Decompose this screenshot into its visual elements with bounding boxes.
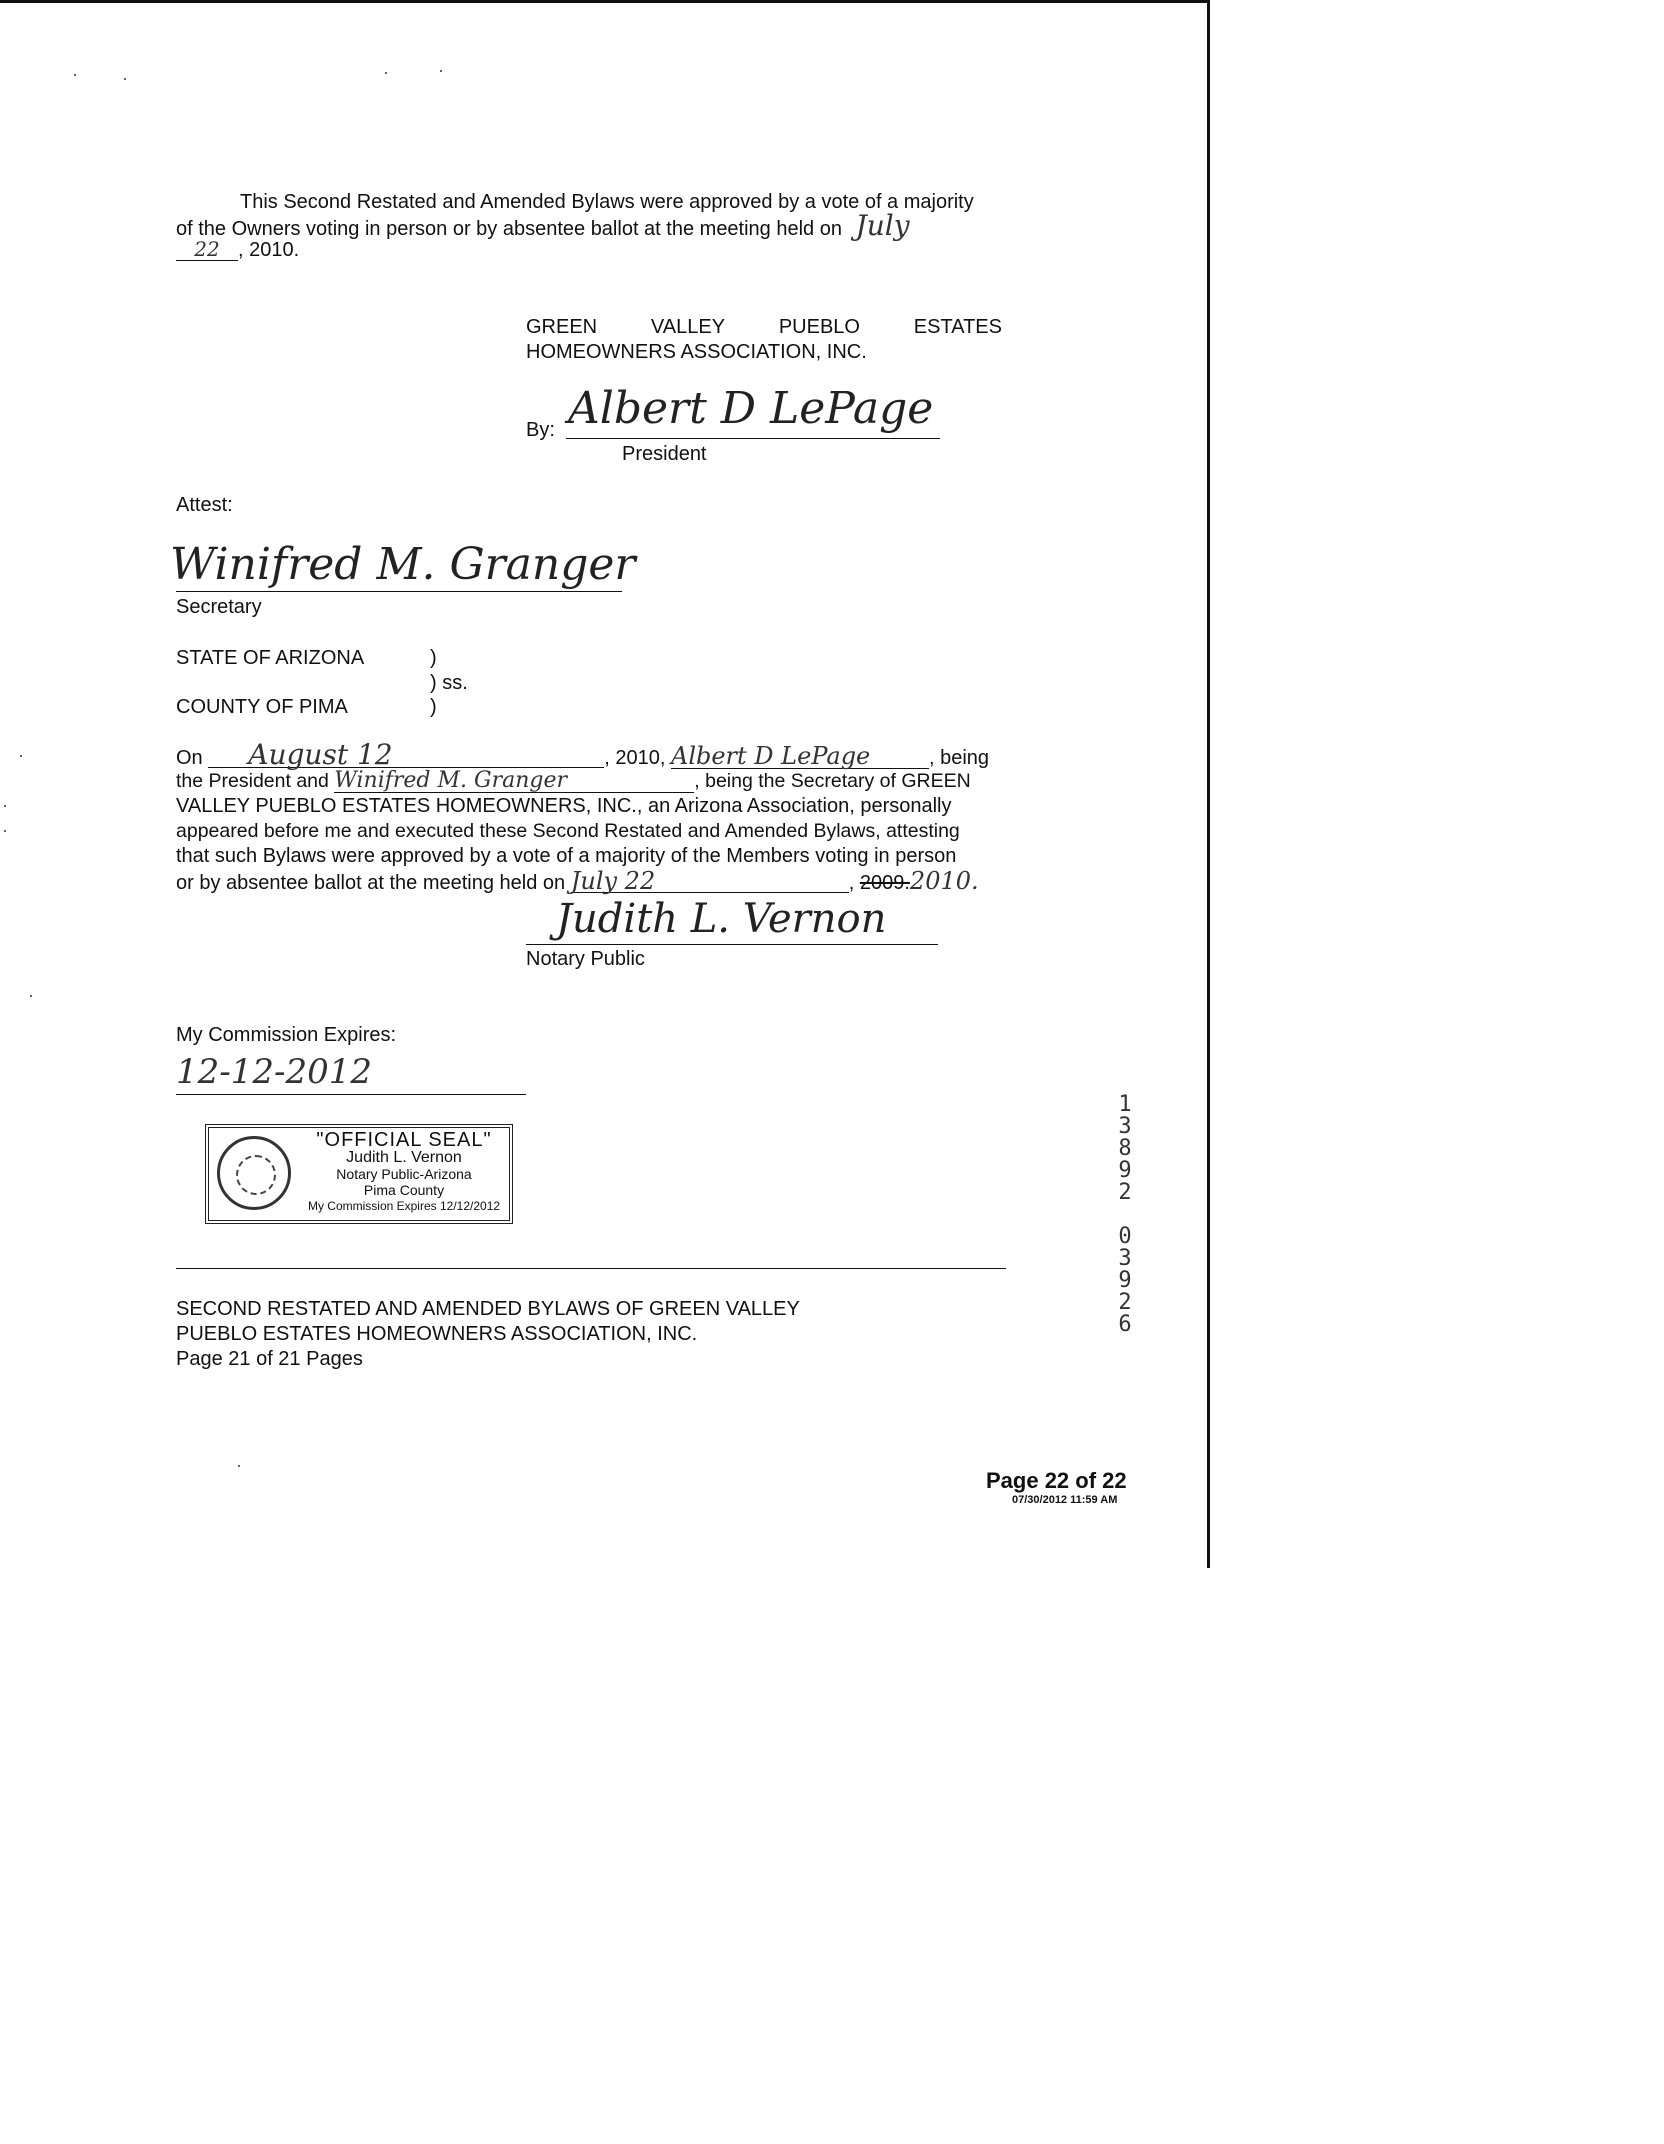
scan-speck xyxy=(4,805,6,807)
recording-digit: 6 xyxy=(1118,1312,1132,1337)
recording-vertical-id xyxy=(1112,1094,1138,1336)
state-line: STATE OF ARIZONA xyxy=(176,647,365,669)
secretary-signature-line xyxy=(176,591,622,592)
scan-speck xyxy=(124,78,126,80)
approval-day-handwritten: 22 xyxy=(176,238,238,261)
commission-date-handwritten: 12-12-2012 xyxy=(176,1052,373,1092)
ack-secretary-handwritten: Winifred M. Granger xyxy=(334,770,694,793)
state-seal-icon xyxy=(217,1136,291,1210)
venue-paren: ) xyxy=(430,647,437,669)
footer-line-2: PUEBLO ESTATES HOMEOWNERS ASSOCIATION, INC. xyxy=(176,1323,698,1345)
president-title: President xyxy=(622,443,707,465)
scan-speck xyxy=(4,830,6,832)
recording-digit: 3 xyxy=(1118,1246,1132,1271)
scan-border-right xyxy=(1207,0,1210,1568)
association-name-line-1 xyxy=(526,314,1002,340)
secretary-title: Secretary xyxy=(176,596,262,618)
association-word: ESTATES xyxy=(913,316,1002,338)
ack-year-handwritten: 2010. xyxy=(909,867,979,895)
association-name-line-2: HOMEOWNERS ASSOCIATION, INC. xyxy=(526,341,867,363)
ack-year: , 2010, xyxy=(604,747,666,769)
notary-signature: Judith L. Vernon xyxy=(556,896,887,942)
recording-digit: 9 xyxy=(1118,1158,1132,1183)
recording-digit: 1 xyxy=(1118,1092,1132,1117)
recording-digit: 2 xyxy=(1118,1180,1132,1205)
association-word: PUEBLO xyxy=(778,316,860,338)
approval-month-handwritten: July xyxy=(855,209,910,242)
county-line: COUNTY OF PIMA xyxy=(176,696,348,718)
commission-label: My Commission Expires: xyxy=(176,1024,397,1046)
scan-border-top xyxy=(0,0,1210,3)
recording-digit xyxy=(1112,1204,1138,1226)
ack-line-3: VALLEY PUEBLO ESTATES HOMEOWNERS, INC., an Arizona Association, personally xyxy=(176,795,952,817)
seal-county: Pima County xyxy=(363,1182,445,1198)
recording-digit: 0 xyxy=(1118,1224,1132,1249)
commission-date-line xyxy=(176,1094,526,1095)
ack-line-5: that such Bylaws were approved by a vote of a majority of the Members voting in person xyxy=(176,845,957,867)
recording-digit: 3 xyxy=(1118,1114,1132,1139)
scan-speck xyxy=(238,1465,240,1467)
approval-year: , 2010. xyxy=(238,239,300,261)
recording-digit: 2 xyxy=(1118,1290,1132,1315)
recording-digit: 8 xyxy=(1118,1136,1132,1161)
association-word: VALLEY xyxy=(650,316,726,338)
notary-signature-line xyxy=(526,944,938,945)
ack-line-2 xyxy=(176,768,971,794)
seal-title: "OFFICIAL SEAL" xyxy=(316,1129,492,1151)
approval-line-1: This Second Restated and Amended Bylaws were approved by a vote of a majority xyxy=(240,191,974,213)
secretary-signature: Winifred M. Granger xyxy=(170,539,636,590)
ack-being: , being xyxy=(928,747,990,769)
ack-meeting-date-handwritten: July 22 xyxy=(571,870,849,893)
official-seal-text xyxy=(299,1130,509,1214)
recording-page-label: Page 22 of 22 xyxy=(986,1468,1127,1493)
seal-office: Notary Public-Arizona xyxy=(336,1166,472,1182)
ack-line-6-text: or by absentee ballot at the meeting held on xyxy=(176,872,566,894)
ack-line-4: appeared before me and executed these Second Restated and Amended Bylaws, attesting xyxy=(176,820,960,842)
official-seal-stamp xyxy=(205,1124,513,1224)
ack-president-handwritten: Albert D LePage xyxy=(671,744,929,769)
scan-speck xyxy=(74,74,76,76)
by-label: By: xyxy=(526,419,555,441)
ack-president-prefix: the President and xyxy=(176,770,329,792)
seal-expires: My Commission Expires 12/12/2012 xyxy=(307,1199,501,1213)
seal-name: Judith L. Vernon xyxy=(346,1149,462,1166)
notary-title: Notary Public xyxy=(526,948,645,970)
ack-year-struck: 2009. xyxy=(859,872,910,894)
venue-ss: ) ss. xyxy=(430,672,468,694)
footer-divider xyxy=(176,1268,1006,1269)
scan-speck xyxy=(20,755,22,757)
approval-line-3 xyxy=(176,237,299,263)
association-word: GREEN xyxy=(526,316,598,338)
ack-secretary-suffix: , being the Secretary of GREEN xyxy=(694,770,971,792)
scan-speck xyxy=(385,72,387,74)
recording-timestamp: 07/30/2012 11:59 AM xyxy=(1012,1494,1118,1506)
scan-speck xyxy=(30,995,32,997)
president-signature-line xyxy=(566,438,940,439)
ack-date-handwritten: August 12 xyxy=(208,743,604,768)
footer-line-1: SECOND RESTATED AND AMENDED BYLAWS OF GREEN VALLEY xyxy=(176,1298,800,1320)
approval-line-2-text: of the Owners voting in person or by absentee ballot at the meeting held on xyxy=(176,218,842,240)
attest-label: Attest: xyxy=(176,494,233,516)
recording-digit: 9 xyxy=(1118,1268,1132,1293)
president-signature: Albert D LePage xyxy=(568,383,934,434)
ack-line-1 xyxy=(176,738,990,771)
venue-paren: ) xyxy=(430,696,437,718)
footer-page-number: Page 21 of 21 Pages xyxy=(176,1348,363,1370)
on-label: On xyxy=(176,747,203,769)
ack-line-6: or by absentee ballot at the meeting held on July 22 , 2009.2010. xyxy=(176,867,979,895)
scan-speck xyxy=(440,70,442,72)
